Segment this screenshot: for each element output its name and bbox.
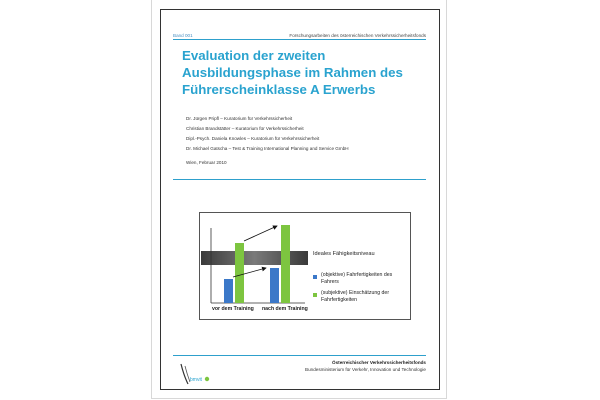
legend-label-subjective: (subjektive) Einschätzung der Fahrfertigkeiten [321,290,390,303]
svg-text:bmvit: bmvit [190,377,202,383]
footer-ministry: Bundesministerium für Verkehr, Innovation und Technologie [305,367,426,372]
bar-objective-before [224,279,233,303]
arrow-subjective [244,226,277,241]
author-line: Dr. Jürgen Pripfl – Kuratorium für Verkehrssicherheit [186,116,293,121]
legend-swatch-objective [313,275,317,279]
bmvit-logo [178,362,212,386]
ideal-level-label: Ideales Fähigkeitsniveau [313,251,375,257]
series-title: Forschungsarbeiten des österreichischen Verkehrssicherheitsfonds [289,33,426,38]
publication-date: Wien, Februar 2010 [186,160,227,165]
legend-label-objective: (objektive) Fahrfertigkeiten des Fahrers [321,272,393,285]
legend-swatch-subjective [313,293,317,297]
x-label-after: nach dem Training [262,306,308,312]
document-title: Evaluation der zweiten Ausbildungsphase im Rahmen des Führerscheinklasse A Erwerbs [182,48,403,97]
band-number: Band 001 [173,33,193,38]
footer-divider [173,355,426,356]
bar-objective-after [270,268,279,303]
ideal-level-band [201,251,308,265]
x-label-before: vor dem Training [212,306,254,312]
author-line: Christian Brandstätter – Kuratorium für Verkehrssicherheit [186,126,304,131]
bar-subjective-after [281,225,290,303]
author-line: Dipl.-Psych. Daniela Knowles – Kuratorium für Verkehrssicherheit [186,136,320,141]
author-line: Dr. Michael Gatscha – Test & Training International Planning and Service GmbH [186,146,349,151]
bar-subjective-before [235,243,244,303]
footer-organization: Österreichischer Verkehrssicherheitsfonds [332,360,426,365]
